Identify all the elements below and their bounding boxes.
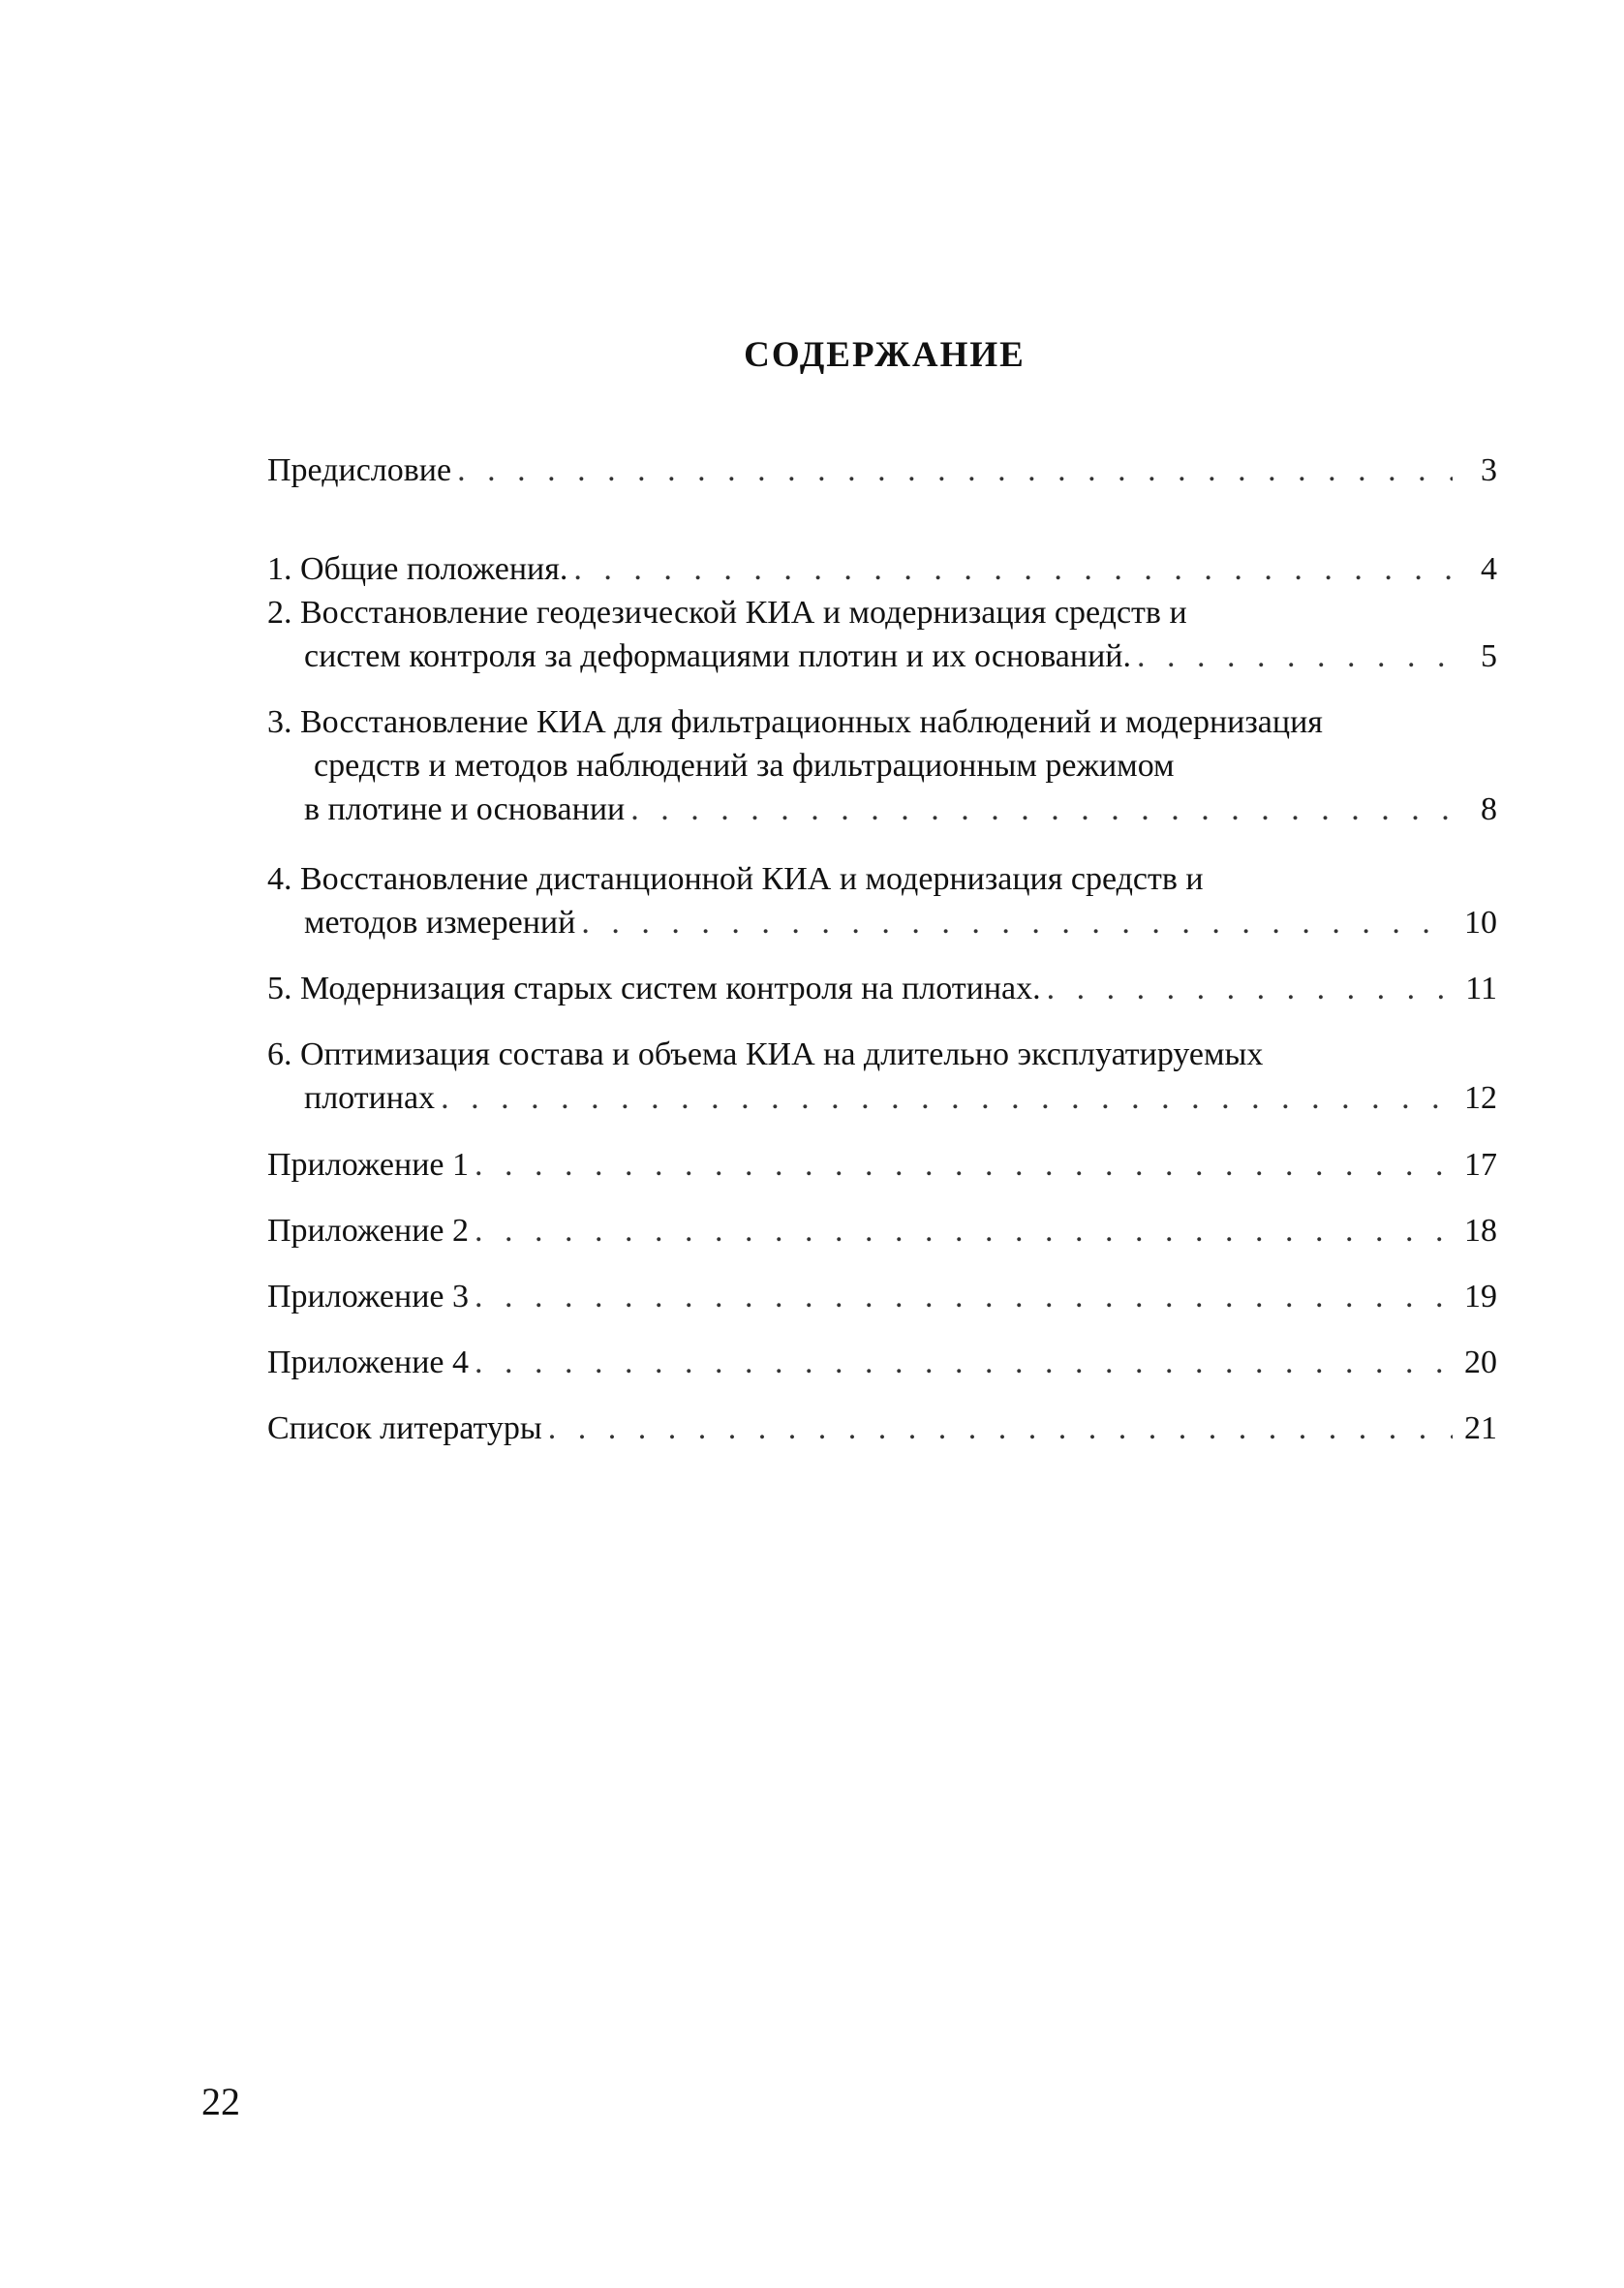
- toc-entry-label: Приложение 1: [267, 1147, 469, 1183]
- page-number: 22: [201, 2080, 240, 2123]
- toc-page-number: 4: [1481, 551, 1497, 587]
- toc-entry-label-continuation: методов измерений: [304, 905, 576, 941]
- dot-leader: [475, 1209, 1453, 1252]
- toc-entry-appendix-2[interactable]: [267, 1209, 1497, 1252]
- toc-page-number: 20: [1464, 1345, 1497, 1380]
- toc-entry-section-1[interactable]: [267, 547, 1497, 591]
- toc-entry-label: Приложение 2: [267, 1213, 469, 1249]
- dot-leader: [581, 901, 1453, 944]
- toc-entry-appendix-1[interactable]: [267, 1143, 1497, 1187]
- dot-leader: [475, 1341, 1453, 1384]
- dot-leader: [548, 1407, 1453, 1450]
- dot-leader: [1137, 634, 1453, 678]
- toc-page-number: 12: [1464, 1080, 1497, 1116]
- toc-entry-label: Предисловие: [267, 452, 452, 488]
- dot-leader: [573, 547, 1453, 591]
- toc-entry-appendix-3[interactable]: [267, 1275, 1497, 1318]
- toc-entry-label: Приложение 3: [267, 1279, 469, 1314]
- toc-entry-label: 5. Модернизация старых систем контроля на плотинах.: [267, 971, 1041, 1006]
- toc-entry-label-continuation: средств и методов наблюдений за фильтрационным режимом: [314, 748, 1175, 784]
- toc-entry-section-5[interactable]: [267, 967, 1497, 1010]
- toc-entry-section-2[interactable]: [267, 591, 1497, 678]
- toc-page-number: 17: [1464, 1147, 1497, 1183]
- toc-entry-label-continuation: плотинах: [304, 1080, 436, 1116]
- toc-entry-bibliography[interactable]: [267, 1407, 1497, 1450]
- dot-leader: [457, 448, 1453, 492]
- toc-entry-label: 2. Восстановление геодезической КИА и модернизация средств и: [267, 595, 1187, 631]
- toc-entry-label-continuation: в плотине и основании: [304, 791, 626, 827]
- toc-entry-label: Приложение 4: [267, 1345, 469, 1380]
- toc-entry-label: 1. Общие положения.: [267, 551, 568, 587]
- toc-page-number: 10: [1464, 905, 1497, 941]
- toc-page-number: 21: [1464, 1410, 1497, 1446]
- toc-entry-label-continuation: систем контроля за деформациями плотин и их оснований.: [304, 638, 1131, 674]
- toc-entry-section-3[interactable]: [267, 700, 1497, 831]
- toc-entry-label: Список литературы: [267, 1410, 542, 1446]
- toc-page-number: 5: [1481, 638, 1497, 674]
- toc-entry-preface[interactable]: [267, 448, 1497, 492]
- toc-page-number: 3: [1481, 452, 1497, 488]
- toc-entry-label: 6. Оптимизация состава и объема КИА на длительно эксплуатируемых: [267, 1036, 1264, 1072]
- page-title: СОДЕРЖАНИЕ: [744, 335, 1026, 375]
- toc-page-number: 18: [1464, 1213, 1497, 1249]
- toc-entry-section-4[interactable]: [267, 857, 1497, 944]
- dot-leader: [441, 1076, 1453, 1120]
- toc-page-number: 8: [1481, 791, 1497, 827]
- toc-page-number: 11: [1465, 971, 1497, 1006]
- toc-page-number: 19: [1464, 1279, 1497, 1314]
- dot-leader: [1047, 967, 1453, 1010]
- toc-entry-section-6[interactable]: [267, 1033, 1497, 1120]
- toc-entry-label: 4. Восстановление дистанционной КИА и модернизация средств и: [267, 861, 1204, 897]
- dot-leader: [630, 788, 1453, 831]
- toc-entry-appendix-4[interactable]: [267, 1341, 1497, 1384]
- dot-leader: [475, 1275, 1453, 1318]
- dot-leader: [475, 1143, 1453, 1187]
- toc-entry-label: 3. Восстановление КИА для фильтрационных наблюдений и модернизация: [267, 704, 1323, 740]
